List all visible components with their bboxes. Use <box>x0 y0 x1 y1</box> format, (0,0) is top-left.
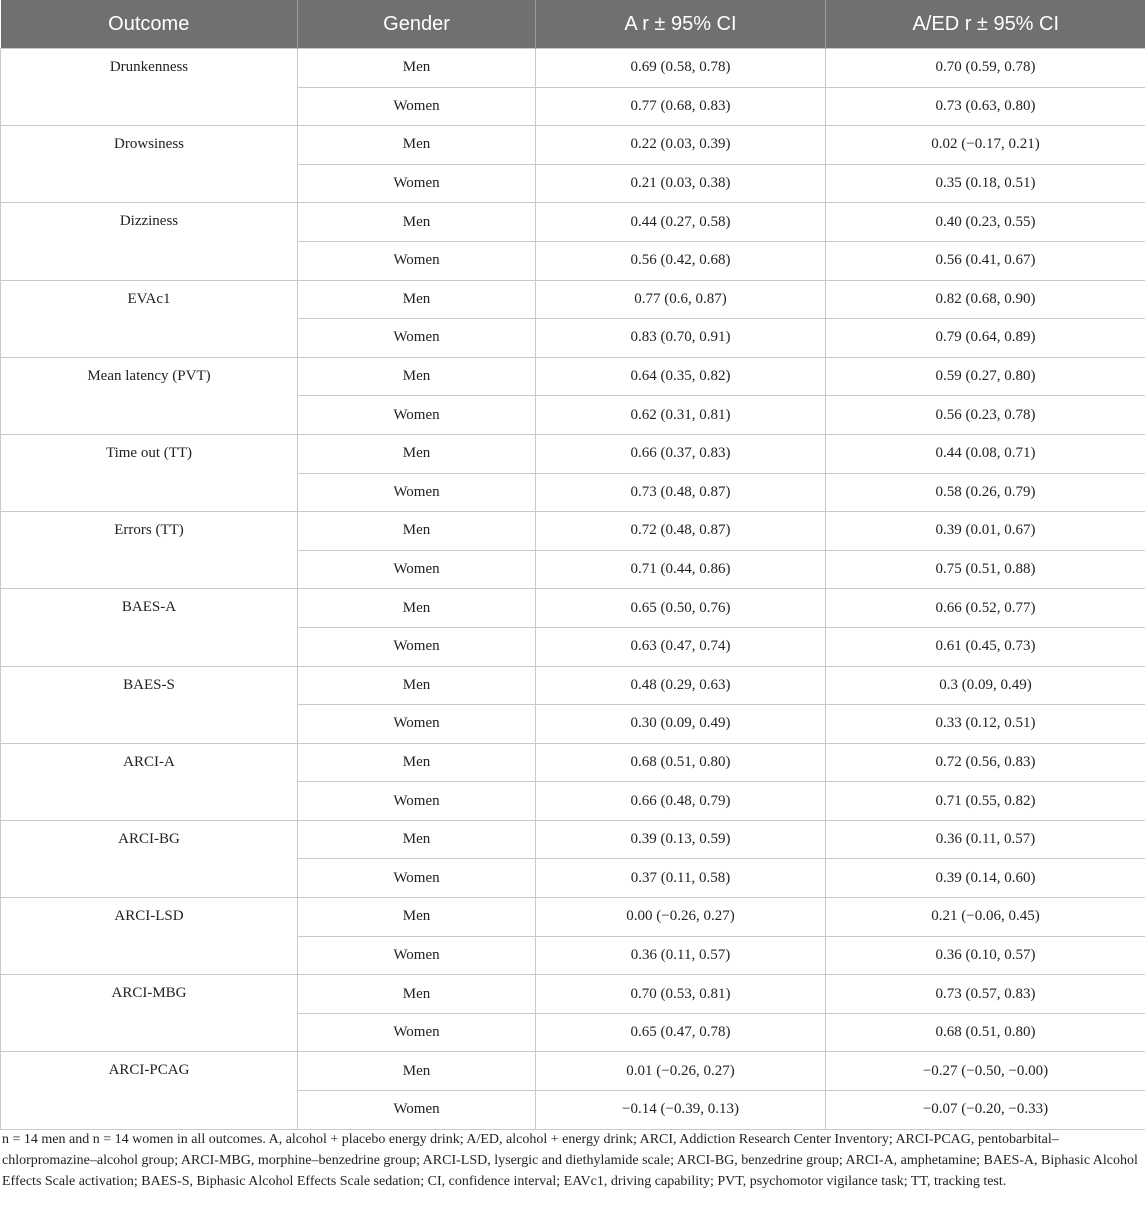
aed-ci-cell: −0.07 (−0.20, −0.33) <box>826 1091 1145 1130</box>
gender-cell: Women <box>298 87 536 126</box>
a-ci-cell: −0.14 (−0.39, 0.13) <box>536 1091 826 1130</box>
gender-cell: Men <box>298 898 536 937</box>
table-body <box>1 49 1145 1130</box>
outcome-cell: BAES-S <box>1 666 298 743</box>
outcome-cell: Time out (TT) <box>1 434 298 511</box>
a-ci-cell: 0.44 (0.27, 0.58) <box>536 203 826 242</box>
table-row <box>1 203 1145 242</box>
aed-ci-cell: 0.3 (0.09, 0.49) <box>826 666 1145 705</box>
outcome-cell: BAES-A <box>1 589 298 666</box>
outcome-cell: ARCI-PCAG <box>1 1052 298 1129</box>
gender-cell: Men <box>298 743 536 782</box>
a-ci-cell: 0.39 (0.13, 0.59) <box>536 820 826 859</box>
a-ci-cell: 0.36 (0.11, 0.57) <box>536 936 826 975</box>
aed-ci-cell: 0.33 (0.12, 0.51) <box>826 705 1145 744</box>
a-ci-cell: 0.70 (0.53, 0.81) <box>536 975 826 1014</box>
a-ci-cell: 0.62 (0.31, 0.81) <box>536 396 826 435</box>
header-gender: Gender <box>298 0 536 49</box>
aed-ci-cell: 0.35 (0.18, 0.51) <box>826 164 1145 203</box>
a-ci-cell: 0.00 (−0.26, 0.27) <box>536 898 826 937</box>
a-ci-cell: 0.65 (0.50, 0.76) <box>536 589 826 628</box>
a-ci-cell: 0.21 (0.03, 0.38) <box>536 164 826 203</box>
gender-cell: Women <box>298 936 536 975</box>
header-a-ci: A r ± 95% CI <box>536 0 826 49</box>
a-ci-cell: 0.01 (−0.26, 0.27) <box>536 1052 826 1091</box>
gender-cell: Women <box>298 241 536 280</box>
a-ci-cell: 0.77 (0.68, 0.83) <box>536 87 826 126</box>
aed-ci-cell: 0.44 (0.08, 0.71) <box>826 434 1145 473</box>
gender-cell: Men <box>298 126 536 165</box>
gender-cell: Men <box>298 512 536 551</box>
a-ci-cell: 0.56 (0.42, 0.68) <box>536 241 826 280</box>
a-ci-cell: 0.63 (0.47, 0.74) <box>536 627 826 666</box>
aed-ci-cell: 0.71 (0.55, 0.82) <box>826 782 1145 821</box>
outcome-cell: Drunkenness <box>1 49 298 126</box>
a-ci-cell: 0.71 (0.44, 0.86) <box>536 550 826 589</box>
aed-ci-cell: 0.59 (0.27, 0.80) <box>826 357 1145 396</box>
a-ci-cell: 0.68 (0.51, 0.80) <box>536 743 826 782</box>
aed-ci-cell: 0.72 (0.56, 0.83) <box>826 743 1145 782</box>
aed-ci-cell: 0.56 (0.23, 0.78) <box>826 396 1145 435</box>
gender-cell: Women <box>298 550 536 589</box>
aed-ci-cell: 0.73 (0.57, 0.83) <box>826 975 1145 1014</box>
gender-cell: Men <box>298 975 536 1014</box>
a-ci-cell: 0.66 (0.37, 0.83) <box>536 434 826 473</box>
gender-cell: Women <box>298 859 536 898</box>
gender-cell: Men <box>298 203 536 242</box>
gender-cell: Women <box>298 396 536 435</box>
aed-ci-cell: −0.27 (−0.50, −0.00) <box>826 1052 1145 1091</box>
gender-cell: Men <box>298 820 536 859</box>
table-row <box>1 666 1145 705</box>
a-ci-cell: 0.72 (0.48, 0.87) <box>536 512 826 551</box>
gender-cell: Men <box>298 280 536 319</box>
a-ci-cell: 0.66 (0.48, 0.79) <box>536 782 826 821</box>
table-row <box>1 49 1145 88</box>
table-row <box>1 1052 1145 1091</box>
aed-ci-cell: 0.79 (0.64, 0.89) <box>826 319 1145 358</box>
a-ci-cell: 0.69 (0.58, 0.78) <box>536 49 826 88</box>
outcome-cell: Dizziness <box>1 203 298 280</box>
aed-ci-cell: 0.56 (0.41, 0.67) <box>826 241 1145 280</box>
gender-cell: Women <box>298 164 536 203</box>
gender-cell: Women <box>298 473 536 512</box>
gender-cell: Men <box>298 666 536 705</box>
a-ci-cell: 0.64 (0.35, 0.82) <box>536 357 826 396</box>
aed-ci-cell: 0.73 (0.63, 0.80) <box>826 87 1145 126</box>
aed-ci-cell: 0.39 (0.14, 0.60) <box>826 859 1145 898</box>
a-ci-cell: 0.30 (0.09, 0.49) <box>536 705 826 744</box>
aed-ci-cell: 0.02 (−0.17, 0.21) <box>826 126 1145 165</box>
outcome-cell: ARCI-A <box>1 743 298 820</box>
table-row <box>1 589 1145 628</box>
a-ci-cell: 0.37 (0.11, 0.58) <box>536 859 826 898</box>
gender-cell: Men <box>298 434 536 473</box>
aed-ci-cell: 0.39 (0.01, 0.67) <box>826 512 1145 551</box>
outcome-cell: ARCI-BG <box>1 820 298 897</box>
aed-ci-cell: 0.58 (0.26, 0.79) <box>826 473 1145 512</box>
gender-cell: Men <box>298 49 536 88</box>
gender-cell: Men <box>298 589 536 628</box>
a-ci-cell: 0.77 (0.6, 0.87) <box>536 280 826 319</box>
gender-cell: Women <box>298 319 536 358</box>
header-row <box>1 0 1145 49</box>
table-row <box>1 357 1145 396</box>
a-ci-cell: 0.48 (0.29, 0.63) <box>536 666 826 705</box>
a-ci-cell: 0.73 (0.48, 0.87) <box>536 473 826 512</box>
table-row <box>1 898 1145 937</box>
aed-ci-cell: 0.70 (0.59, 0.78) <box>826 49 1145 88</box>
table-row <box>1 434 1145 473</box>
table-row <box>1 280 1145 319</box>
aed-ci-cell: 0.40 (0.23, 0.55) <box>826 203 1145 242</box>
outcome-cell: Errors (TT) <box>1 512 298 589</box>
outcome-cell: ARCI-LSD <box>1 898 298 975</box>
a-ci-cell: 0.22 (0.03, 0.39) <box>536 126 826 165</box>
table-row <box>1 975 1145 1014</box>
gender-cell: Women <box>298 1091 536 1130</box>
gender-cell: Women <box>298 627 536 666</box>
table-header <box>1 0 1145 49</box>
gender-cell: Women <box>298 782 536 821</box>
gender-cell: Men <box>298 357 536 396</box>
aed-ci-cell: 0.21 (−0.06, 0.45) <box>826 898 1145 937</box>
outcome-cell: Mean latency (PVT) <box>1 357 298 434</box>
gender-cell: Women <box>298 1013 536 1052</box>
table-row <box>1 743 1145 782</box>
header-outcome: Outcome <box>1 0 298 49</box>
aed-ci-cell: 0.66 (0.52, 0.77) <box>826 589 1145 628</box>
header-aed-ci: A/ED r ± 95% CI <box>826 0 1145 49</box>
table-row <box>1 126 1145 165</box>
aed-ci-cell: 0.68 (0.51, 0.80) <box>826 1013 1145 1052</box>
table-row <box>1 820 1145 859</box>
aed-ci-cell: 0.61 (0.45, 0.73) <box>826 627 1145 666</box>
outcome-cell: EVAc1 <box>1 280 298 357</box>
aed-ci-cell: 0.82 (0.68, 0.90) <box>826 280 1145 319</box>
gender-cell: Women <box>298 705 536 744</box>
aed-ci-cell: 0.75 (0.51, 0.88) <box>826 550 1145 589</box>
aed-ci-cell: 0.36 (0.10, 0.57) <box>826 936 1145 975</box>
outcome-cell: Drowsiness <box>1 126 298 203</box>
table-footnote: n = 14 men and n = 14 women in all outcomes. A, alcohol + placebo energy drink; A/ED, alcohol + energy drink; ARCI, Addiction Research Center Inventory; ARCI-PCAG, pentobarbital–chlorpromazine–alcohol group; ARCI-MBG, morphine–benzedrine group; ARCI-LSD, lysergic and diethylamide scale; ARCI-BG, benzedrine group; ARCI-A, amphetamine; BAES-A, Biphasic Alcohol Effects Scale activation; BAES-S, Biphasic Alcohol Effects Scale sedation; CI, confidence interval; EAVc1, driving capability; PVT, psychomotor vigilance task; TT, tracking test. <box>2 1132 1138 1189</box>
gender-cell: Men <box>298 1052 536 1091</box>
a-ci-cell: 0.65 (0.47, 0.78) <box>536 1013 826 1052</box>
a-ci-cell: 0.83 (0.70, 0.91) <box>536 319 826 358</box>
aed-ci-cell: 0.36 (0.11, 0.57) <box>826 820 1145 859</box>
table-row <box>1 512 1145 551</box>
outcome-cell: ARCI-MBG <box>1 975 298 1052</box>
